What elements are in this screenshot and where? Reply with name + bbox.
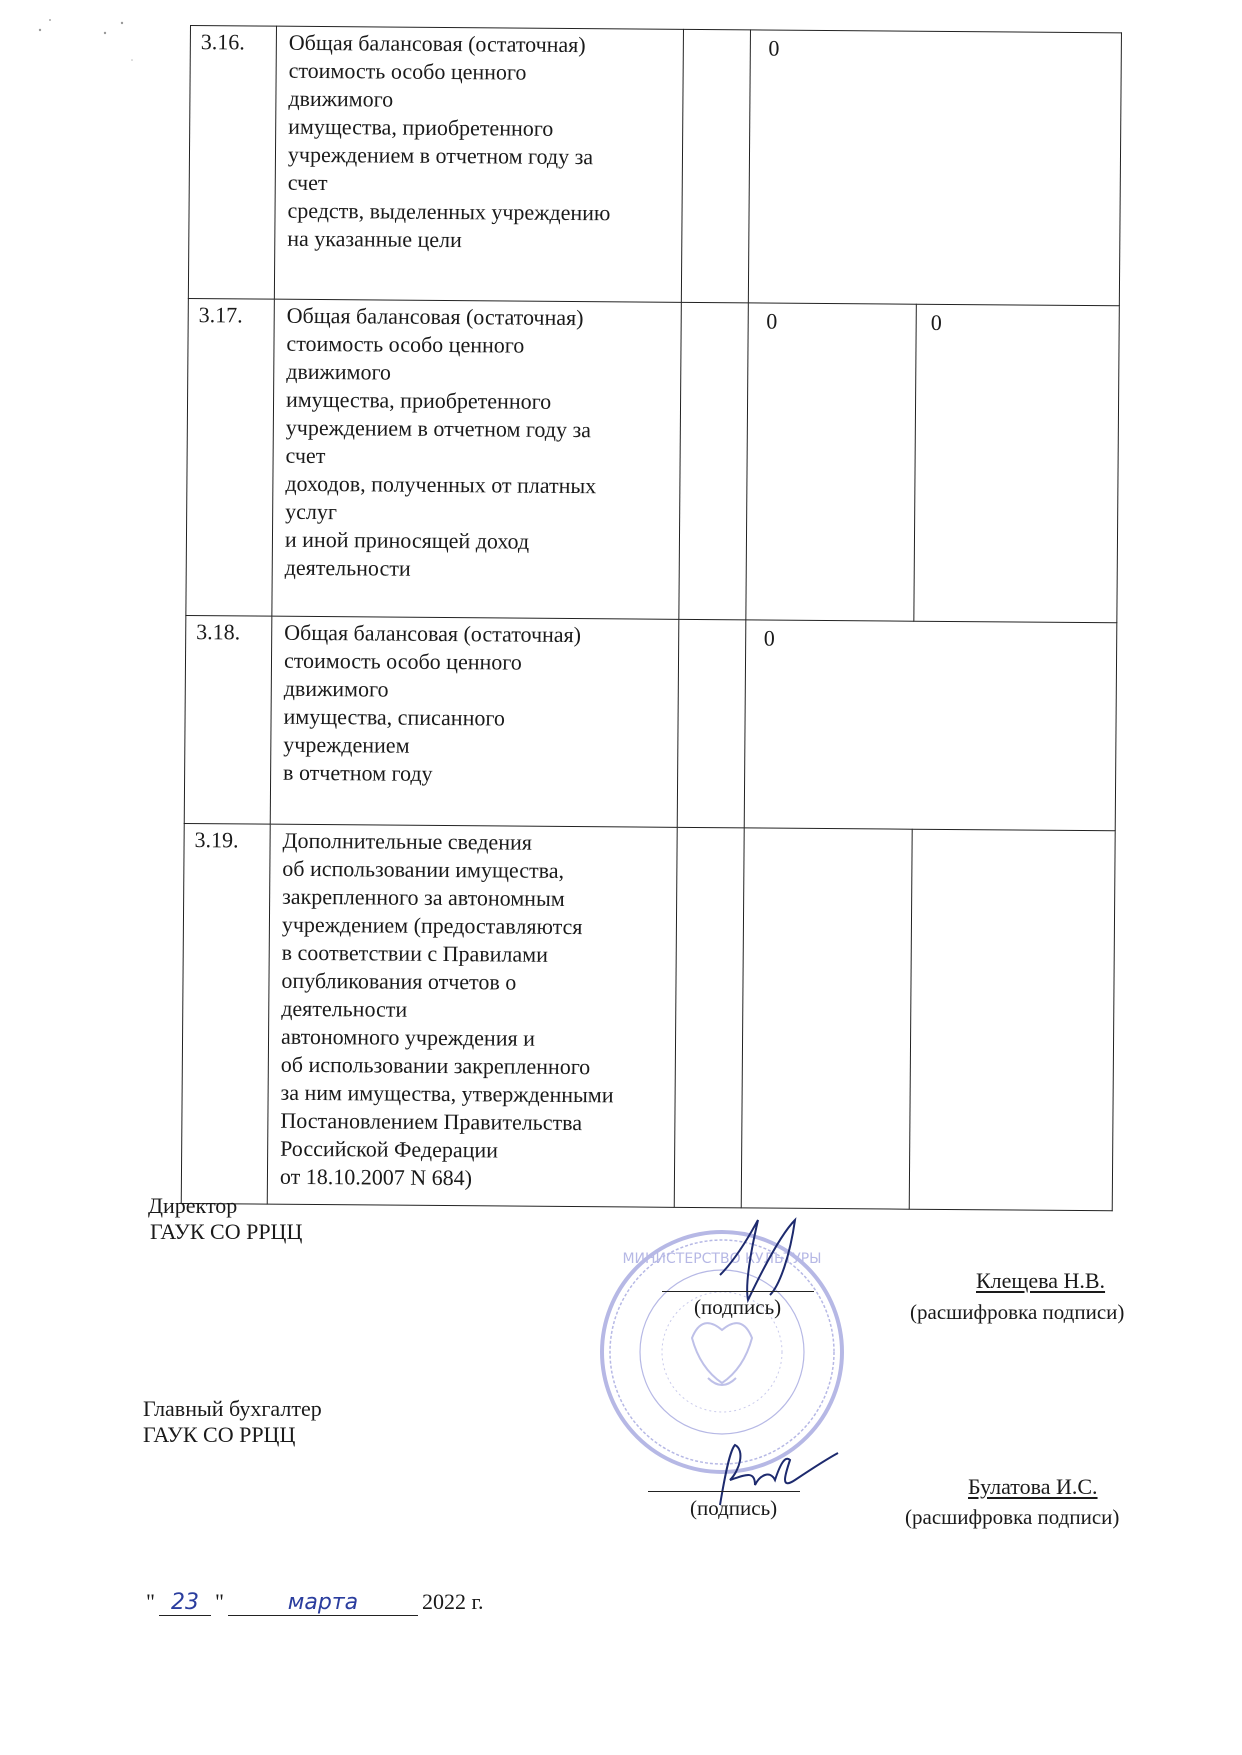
row-number: 3.18. <box>184 615 272 824</box>
director-name: Клещева Н.В. <box>976 1268 1106 1293</box>
row-number: 3.16. <box>188 26 276 300</box>
document-date <box>146 1589 484 1616</box>
value-cell-1 <box>741 828 912 1209</box>
date-year: 2022 г. <box>421 1589 484 1614</box>
row-description: Общая балансовая (остаточная) стоимость особо ценного движимого имущества, приобретенного учреждением в отчетном году за счет средств, выделенных учреждению на указанные цели <box>274 26 683 302</box>
value-cell: 0 <box>744 620 1117 831</box>
director-role: Директор <box>148 1193 238 1218</box>
value-cell: 0 <box>748 30 1121 306</box>
date-open-quote: " <box>146 1589 155 1614</box>
date-close-quote: " <box>214 1589 224 1614</box>
unit-cell <box>681 29 750 303</box>
row-description: Общая балансовая (остаточная) стоимость особо ценного движимого имущества, приобретенного учреждением в отчетном году за счет доходов, полученных от платных услуг и иной приносящей доход деятельности <box>272 299 682 619</box>
row-description: Дополнительные сведения об использовании имущества, закрепленного за автономным учреждением (предоставляются в соответствии с Правилами опубликования отчетов о деятельности автономного учреждения и об использовании закрепленного за ним имущества, утвержденными Постановлением Правительства Российской Федерации от 18.10.2007 N 684) <box>267 824 677 1207</box>
director-org: ГАУК СО РРЦЦ <box>150 1219 303 1244</box>
director-name-caption: (расшифровка подписи) <box>910 1300 1125 1324</box>
accountant-signature-line <box>648 1491 800 1492</box>
date-month: марта <box>228 1590 418 1616</box>
accountant-name: Булатова И.С. <box>968 1474 1098 1499</box>
table-row <box>184 615 1117 830</box>
property-table <box>181 25 1122 1211</box>
accountant-name-caption: (расшифровка подписи) <box>905 1505 1120 1529</box>
date-day: 23 <box>159 1590 211 1616</box>
unit-cell <box>674 827 744 1208</box>
accountant-org: ГАУК СО РРЦЦ <box>143 1422 296 1447</box>
accountant-signature-caption: (подпись) <box>690 1496 778 1520</box>
row-number: 3.17. <box>186 298 274 616</box>
value-cell-1: 0 <box>745 303 916 621</box>
unit-cell <box>679 302 748 620</box>
row-number: 3.19. <box>181 823 270 1204</box>
director-signature-caption: (подпись) <box>694 1295 782 1319</box>
director-signature-line <box>662 1291 814 1292</box>
table-row <box>186 298 1119 622</box>
accountant-role: Главный бухгалтер <box>143 1396 322 1421</box>
value-cell-2 <box>909 829 1115 1211</box>
scan-specks <box>30 15 150 75</box>
table-row <box>188 26 1121 306</box>
table-row <box>181 823 1115 1210</box>
value-cell-2: 0 <box>914 304 1119 623</box>
row-description: Общая балансовая (остаточная) стоимость особо ценного движимого имущества, списанного учреждением в отчетном году <box>270 616 679 827</box>
svg-text:МИНИСТЕРСТВО КУЛЬТУРЫ: МИНИСТЕРСТВО КУЛЬТУРЫ <box>622 1251 822 1267</box>
unit-cell <box>677 619 745 828</box>
